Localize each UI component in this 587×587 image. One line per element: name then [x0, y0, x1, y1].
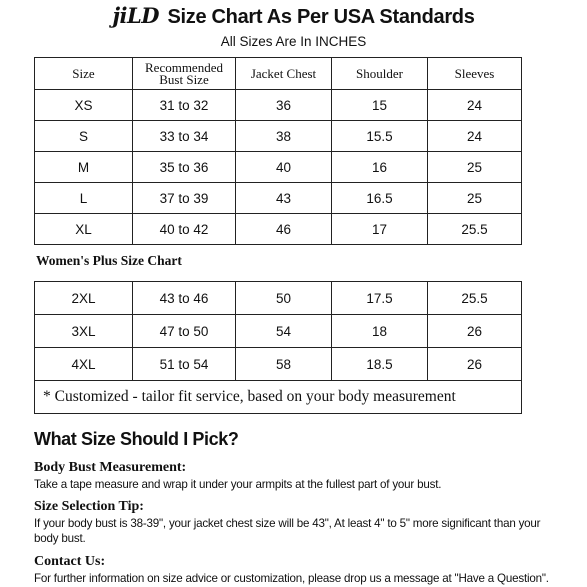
customization-note: * Customized - tailor fit service, based on your body measurement	[35, 381, 522, 414]
cell-jacket-chest: 54	[236, 315, 332, 348]
cell-bust: 33 to 34	[133, 121, 236, 152]
brand-logo: jiLD	[112, 3, 159, 28]
cell-jacket-chest: 50	[236, 282, 332, 315]
cell-sleeves: 25.5	[428, 214, 522, 245]
cell-size: 4XL	[35, 348, 133, 381]
cell-size: XL	[35, 214, 133, 245]
cell-shoulder: 16.5	[332, 183, 428, 214]
table-row	[35, 315, 522, 348]
cell-shoulder: 15.5	[332, 121, 428, 152]
size-table-header-row	[35, 58, 522, 90]
size-tip-text: If your body bust is 38-39", your jacket chest size will be 43", At least 4" to 5" more significant than your body bust.	[34, 517, 541, 545]
table-row	[35, 152, 522, 183]
table-row	[35, 121, 522, 152]
table-row	[35, 183, 522, 214]
cell-size: 2XL	[35, 282, 133, 315]
page-title: Size Chart As Per USA Standards	[167, 6, 475, 28]
page-header	[0, 3, 587, 29]
cell-shoulder: 15	[332, 90, 428, 121]
cell-size: XS	[35, 90, 133, 121]
cell-jacket-chest: 43	[236, 183, 332, 214]
column-header-jacket-chest: Jacket Chest	[236, 58, 332, 90]
plus-size-table	[34, 281, 522, 414]
cell-shoulder: 16	[332, 152, 428, 183]
cell-jacket-chest: 36	[236, 90, 332, 121]
cell-sleeves: 26	[428, 315, 522, 348]
contact-text: For further information on size advice or customization, please drop us a message at "Have a Question".	[34, 572, 549, 585]
table-row	[35, 214, 522, 245]
cell-bust: 47 to 50	[133, 315, 236, 348]
cell-jacket-chest: 40	[236, 152, 332, 183]
cell-sleeves: 24	[428, 90, 522, 121]
column-header-shoulder: Shoulder	[332, 58, 428, 90]
cell-size: M	[35, 152, 133, 183]
cell-bust: 35 to 36	[133, 152, 236, 183]
cell-shoulder: 17	[332, 214, 428, 245]
bust-measurement-heading: Body Bust Measurement:	[34, 460, 187, 475]
cell-sleeves: 24	[428, 121, 522, 152]
cell-bust: 43 to 46	[133, 282, 236, 315]
cell-jacket-chest: 46	[236, 214, 332, 245]
contact-heading: Contact Us:	[34, 554, 106, 569]
table-row	[35, 381, 522, 414]
cell-jacket-chest: 58	[236, 348, 332, 381]
cell-sleeves: 25	[428, 183, 522, 214]
page-subtitle: All Sizes Are In INCHES	[220, 34, 367, 49]
cell-size: L	[35, 183, 133, 214]
size-guide-heading: What Size Should I Pick?	[34, 429, 239, 449]
plus-size-chart-label: Women's Plus Size Chart	[36, 253, 182, 268]
column-header-sleeves: Sleeves	[428, 58, 522, 90]
cell-bust: 40 to 42	[133, 214, 236, 245]
cell-shoulder: 18	[332, 315, 428, 348]
column-header-bust: Recommended Bust Size	[133, 58, 236, 90]
cell-bust: 37 to 39	[133, 183, 236, 214]
cell-shoulder: 18.5	[332, 348, 428, 381]
cell-size: S	[35, 121, 133, 152]
size-tip-heading: Size Selection Tip:	[34, 499, 144, 514]
column-header-size: Size	[35, 58, 133, 90]
cell-sleeves: 25	[428, 152, 522, 183]
cell-jacket-chest: 38	[236, 121, 332, 152]
table-row	[35, 282, 522, 315]
cell-bust: 31 to 32	[133, 90, 236, 121]
cell-sleeves: 25.5	[428, 282, 522, 315]
table-row	[35, 348, 522, 381]
table-row	[35, 90, 522, 121]
size-table	[34, 57, 522, 245]
cell-bust: 51 to 54	[133, 348, 236, 381]
cell-sleeves: 26	[428, 348, 522, 381]
bust-measurement-text: Take a tape measure and wrap it under your armpits at the fullest part of your bust.	[34, 478, 442, 491]
cell-shoulder: 17.5	[332, 282, 428, 315]
cell-size: 3XL	[35, 315, 133, 348]
